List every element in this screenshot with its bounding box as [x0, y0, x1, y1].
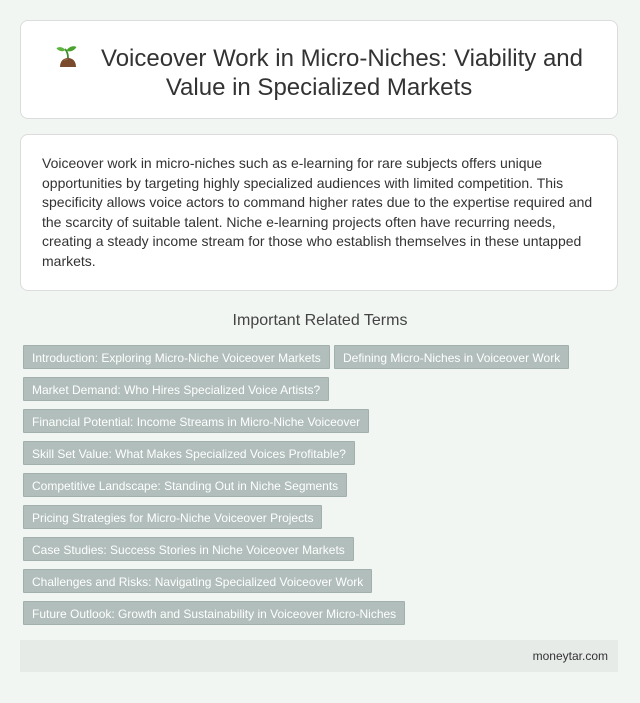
term-tag[interactable]: Competitive Landscape: Standing Out in Niche Segments [23, 473, 347, 497]
term-tag[interactable]: Introduction: Exploring Micro-Niche Voiceover Markets [23, 345, 330, 369]
footer-site[interactable]: moneytar.com [532, 649, 608, 663]
term-tag[interactable]: Market Demand: Who Hires Specialized Voice Artists? [23, 377, 329, 401]
term-tag[interactable]: Defining Micro-Niches in Voiceover Work [334, 345, 569, 369]
page-title-wrap [21, 43, 617, 102]
intro-card [20, 134, 618, 291]
term-tag[interactable]: Financial Potential: Income Streams in Micro-Niche Voiceover [23, 409, 369, 433]
term-tag[interactable]: Future Outlook: Growth and Sustainability in Voiceover Micro-Niches [23, 601, 405, 625]
sprout-icon [55, 43, 81, 69]
footer [20, 640, 618, 672]
terms-heading: Important Related Terms [232, 312, 408, 329]
page-title: Voiceover Work in Micro-Niches: Viability and Value in Specialized Markets [101, 45, 583, 101]
intro-paragraph: Voiceover work in micro-niches such as e-learning for rare subjects offers unique opportunities by targeting highly specialized audiences with limited competition. This specificity allows voice actors to command higher rates due to the expertise required and the scarcity of suitable talent. Niche e-learning projects often have recurring needs, creating a steady income stream for those who establish themselves in these untapped markets. [42, 155, 593, 269]
term-tag[interactable]: Pricing Strategies for Micro-Niche Voiceover Projects [23, 505, 322, 529]
title-card [20, 20, 618, 119]
term-tag[interactable]: Skill Set Value: What Makes Specialized Voices Profitable? [23, 441, 355, 465]
term-tag[interactable]: Challenges and Risks: Navigating Specialized Voiceover Work [23, 569, 372, 593]
term-tag[interactable]: Case Studies: Success Stories in Niche Voiceover Markets [23, 537, 354, 561]
